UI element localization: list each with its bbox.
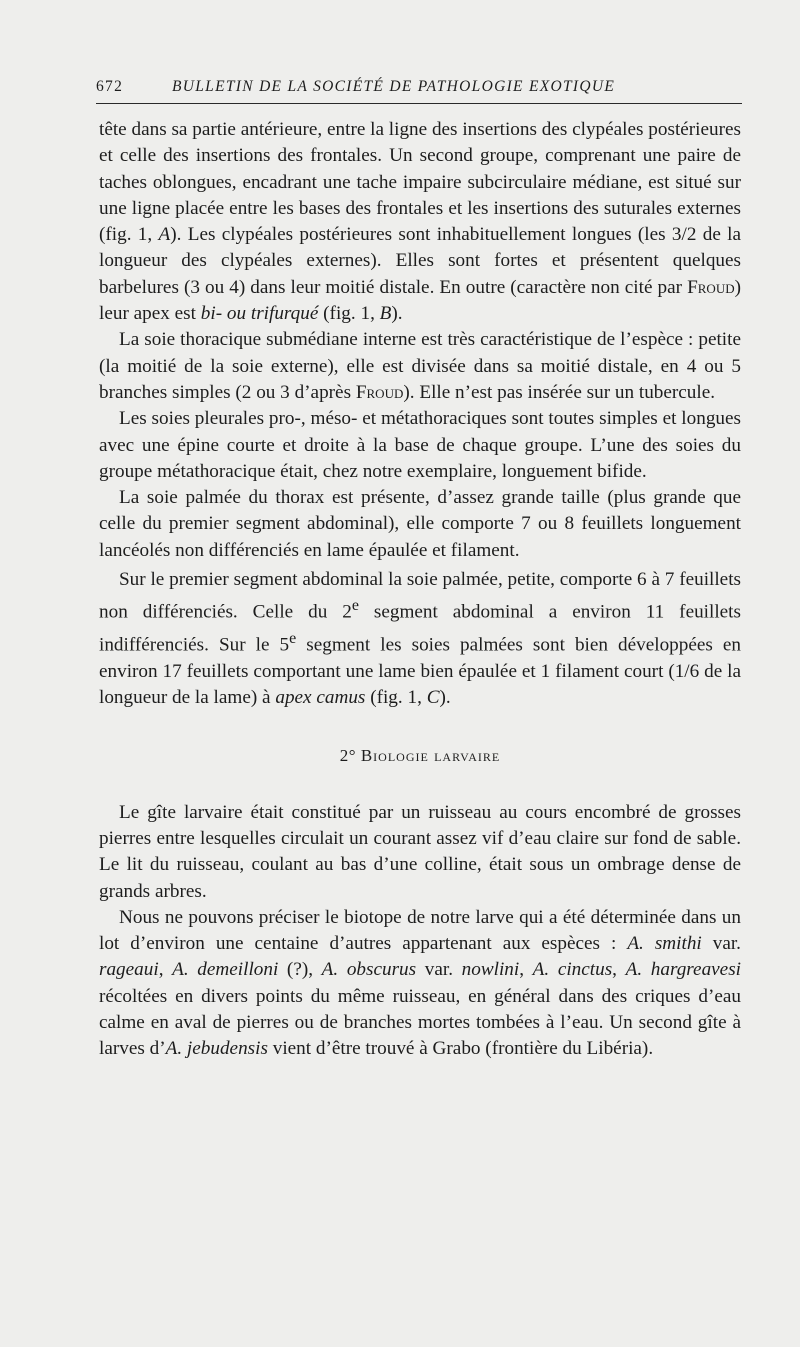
paragraph-7: Nous ne pouvons préciser le biotope de notre larve qui a été déterminée dans un lot d’environ une centaine d’autres appartenant aux espèces : A. smithi var. rageaui, A. demeilloni (?), A. obscurus var. nowlini, A. cinctus, A. hargreavesi récoltées en divers points du même ruisseau, en général dans des criques d’eau calme en aval de pierres ou de branches mortes tombées à l’eau. Un second gîte à larves d’A. jebudensis vient d’être trouvé à Grabo (frontière du Libéria). bbox=[99, 906, 741, 1060]
body-text bbox=[99, 117, 741, 1063]
section-heading: 2° Biologie larvaire bbox=[339, 746, 501, 766]
paragraph-3: Les soies pleurales pro-, méso- et métathoraciques sont toutes simples et longues avec une épine courte et droite à la base de chaque groupe. L’une des soies du groupe métathoracique était, chez notre exemplaire, longuement bifide. bbox=[99, 408, 741, 482]
journal-title: BULLETIN DE LA SOCIÉTÉ DE PATHOLOGIE EXOTIQUE bbox=[172, 78, 616, 95]
species-name: A. obscurus bbox=[321, 959, 417, 981]
page-number: 672 bbox=[96, 78, 124, 95]
species-name: A. cinctus bbox=[532, 959, 613, 981]
author-name: Froud bbox=[355, 381, 404, 403]
author-name: Froud bbox=[687, 276, 735, 298]
paragraph-6: Le gîte larvaire était constitué par un ruisseau au cours encombré de grosses pierres entre lesquelles circulait un courant assez vif d’eau claire sur fond de sable. Le lit du ruisseau, coulant au bas d’une colline, était sous un ombrage dense de grands arbres. bbox=[99, 801, 741, 902]
header-rule bbox=[96, 103, 742, 104]
species-name: A. demeilloni bbox=[172, 959, 279, 981]
paragraph-5: Sur le premier segment abdominal la soie palmée, petite, comporte 6 à 7 feuillets non différenciés. Celle du 2e segment abdominal a environ 11 feuillets indifférenciés. Sur le 5e segment les soies palmées sont bien développées en environ 17 feuillets comportant une lame bien épaulée et 1 filament court (1/6 de la longueur de la lame) à apex camus (fig. 1, C). bbox=[99, 569, 741, 709]
species-name: A. jebudensis bbox=[165, 1038, 268, 1060]
species-name: A. smithi bbox=[627, 933, 702, 955]
paragraph-2: La soie thoracique submédiane interne est très caractéristique de l’espèce : petite (la moitié de la soie externe), elle est divisée dans sa moitié distale, en 4 ou 5 branches simples (2 ou 3 d’après Froud). Elle n’est pas insérée sur un tubercule. bbox=[99, 329, 741, 403]
paragraph-1: tête dans sa partie antérieure, entre la ligne des insertions des clypéales postérieures et celle des insertions des frontales. Un second groupe, comprenant une paire de taches oblongues, encadrant une tache impaire subcirculaire médiane, est situé sur une ligne placée entre les bases des frontales et les insertions des suturales externes (fig. 1, A). Les clypéales postérieures sont inhabituellement longues (les 3/2 de la longueur des clypéales externes). Elles sont fortes et présentent quelques barbelures (3 ou 4) dans leur moitié distale. En outre (caractère non cité par Froud) leur apex est bi- ou trifurqué (fig. 1, B). bbox=[99, 119, 741, 325]
species-name: A. hargreavesi bbox=[625, 959, 741, 981]
running-header bbox=[96, 78, 742, 100]
paragraph-4: La soie palmée du thorax est présente, d’assez grande taille (plus grande que celle du premier segment abdominal), elle comporte 7 ou 8 feuillets longuement lancéolés non différenciés en lame épaulée et filament. bbox=[99, 487, 741, 561]
